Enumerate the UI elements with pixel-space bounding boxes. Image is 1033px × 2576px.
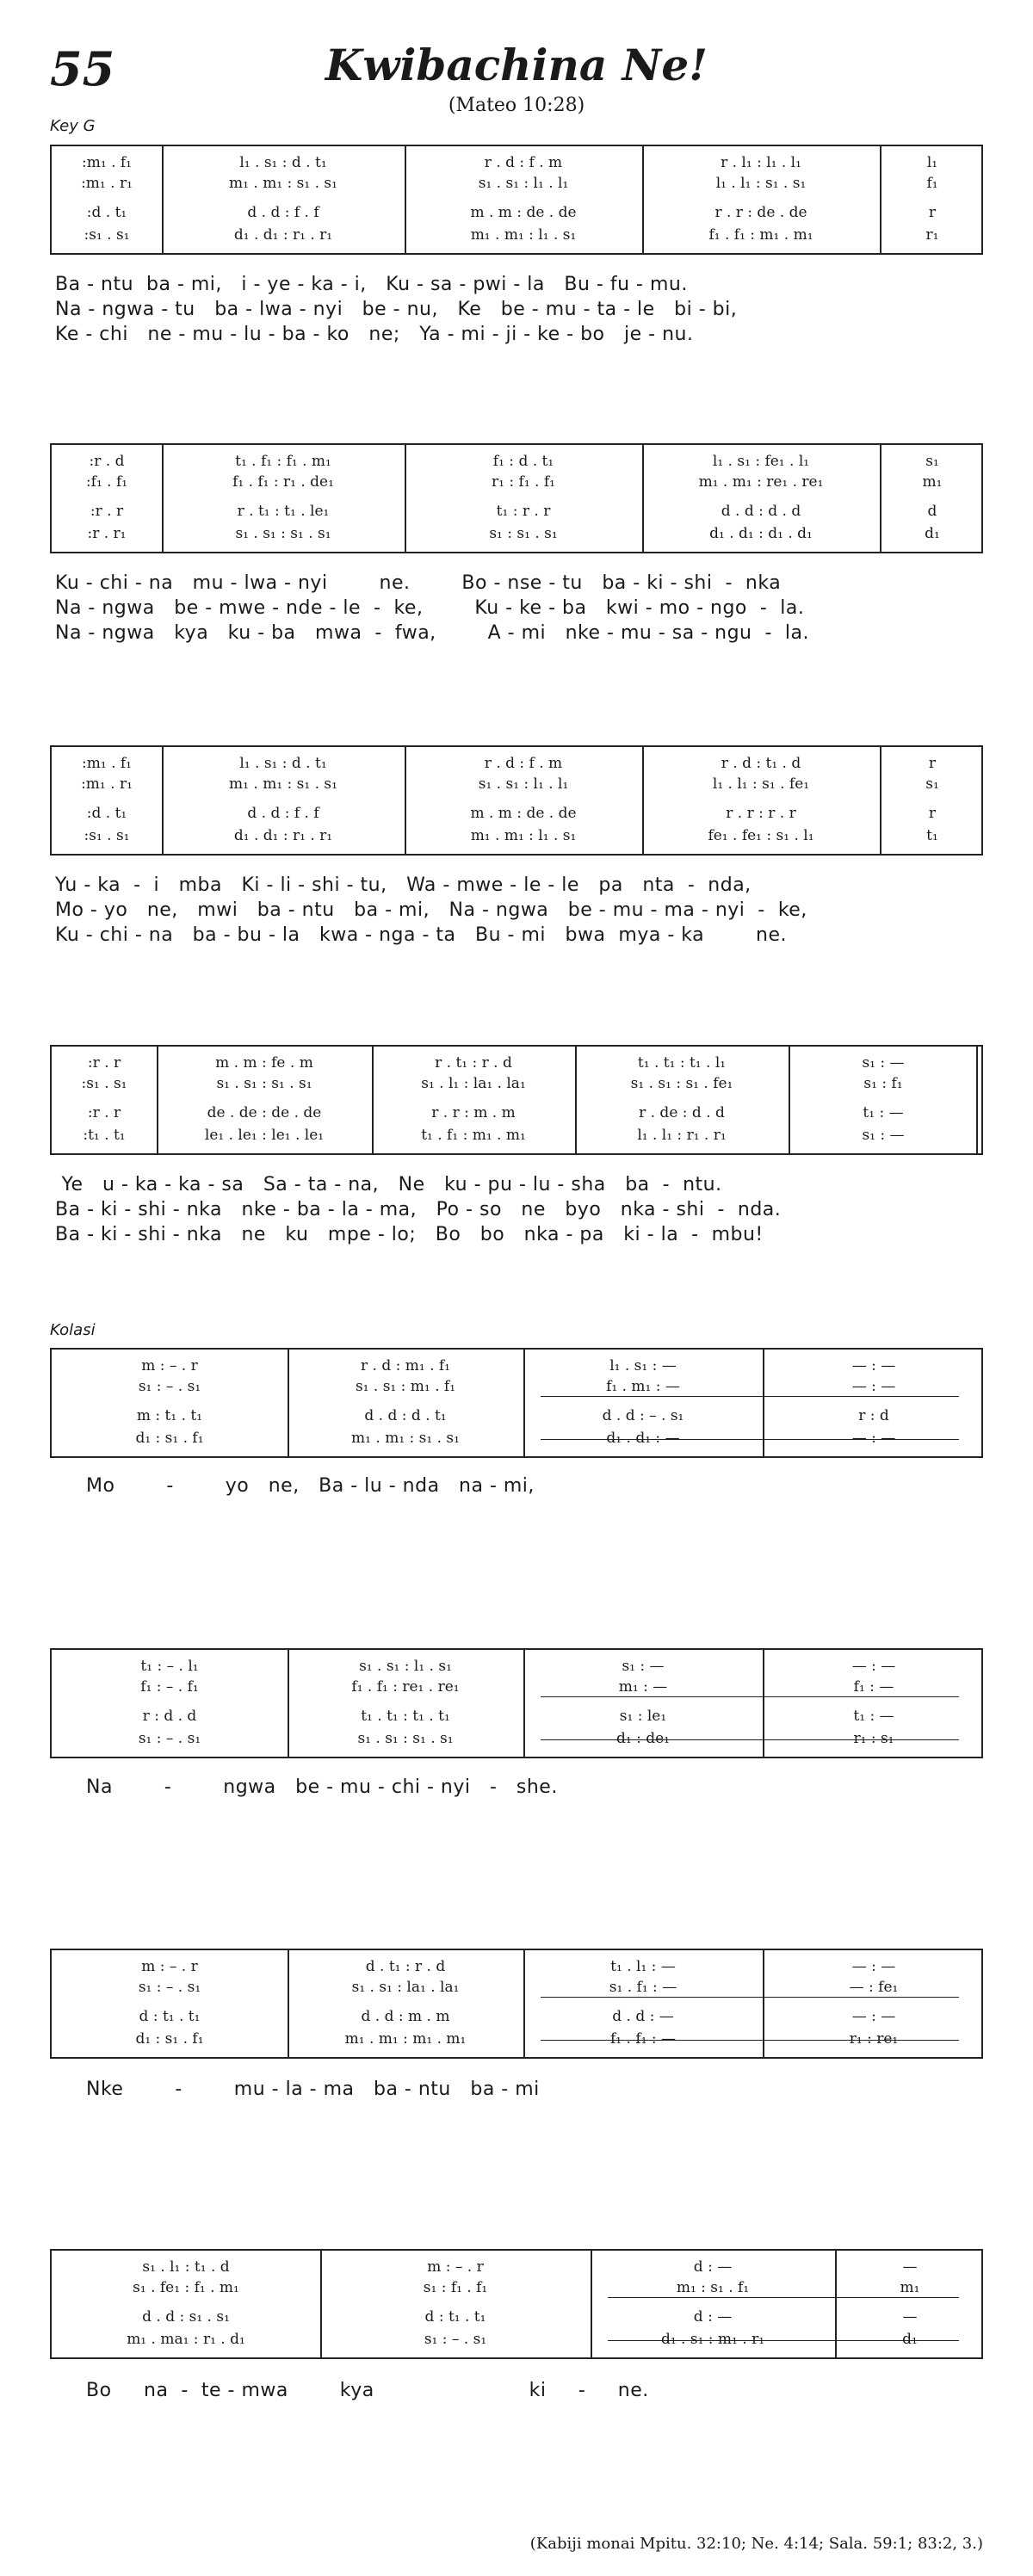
measure-notes: — : —: [851, 1658, 896, 1675]
measure-notes: t₁ : —: [853, 1708, 894, 1725]
measure-notes: fe₁ . fe₁ : s₁ . l₁: [708, 827, 814, 844]
measure-notes: :r . r: [87, 1104, 121, 1121]
voice-part-tenor: [52, 201, 981, 224]
measure-notes: t₁ . f₁ : m₁ . m₁: [421, 1127, 526, 1144]
measure-notes: s₁ : —: [862, 1054, 905, 1072]
measure-notes: r . d : f . m: [484, 154, 563, 171]
measure-notes: d₁ : de₁: [616, 1730, 670, 1747]
measure-notes: s₁ : —: [862, 1127, 905, 1144]
measure-notes: s₁ : – . s₁: [138, 1730, 201, 1747]
slur-line: [608, 2297, 959, 2298]
measure-notes: m₁ : —: [618, 1678, 668, 1696]
measure-notes: m₁ : s₁ . f₁: [676, 2279, 750, 2296]
measure-notes: s₁ . s₁ : la₁ . la₁: [351, 1979, 460, 1996]
measure-notes: d : t₁ . t₁: [424, 2308, 486, 2326]
music-staff: [50, 443, 983, 553]
measure-notes: r . d : m₁ . f₁: [360, 1357, 450, 1374]
lyrics-block: [86, 1473, 1016, 1498]
measure-notes: :s₁ . s₁: [84, 226, 130, 244]
measure-notes: m₁: [922, 473, 943, 491]
measure-notes: d . d : f . f: [247, 204, 319, 221]
measure-notes: s₁ . s₁ : m₁ . f₁: [355, 1378, 456, 1395]
measure-notes: s₁ : le₁: [619, 1708, 667, 1725]
measure-notes: d₁: [925, 525, 940, 542]
measure-notes: — : —: [851, 1378, 896, 1395]
voice-part-bass: [52, 2328, 981, 2351]
lyric-line: Ku - chi - na mu - lwa - nyi ne. Bo - nse - tu ba - ki - shi - nka: [55, 572, 782, 594]
measure-notes: :r . d: [89, 453, 125, 470]
measure-notes: :t₁ . t₁: [83, 1127, 126, 1144]
song-header: [0, 0, 1033, 135]
measure-notes: :m₁ . f₁: [82, 755, 132, 772]
measure-notes: r . t₁ : t₁ . le₁: [237, 503, 330, 520]
measure-notes: m₁ . m₁ : l₁ . s₁: [470, 226, 577, 244]
voice-part-alto: [52, 1976, 981, 1998]
measure-notes: f₁ . m₁ : —: [606, 1378, 680, 1395]
voice-part-soprano: [52, 1955, 981, 1978]
voice-part-soprano: [52, 1052, 981, 1074]
voice-part-tenor: [52, 500, 981, 522]
measure-notes: s₁ . s₁ : l₁ . l₁: [478, 175, 569, 192]
measure-notes: —: [902, 2258, 918, 2276]
measure-notes: r . r : m . m: [431, 1104, 516, 1121]
lyric-line: Na - ngwa - tu ba - lwa - nyi be - nu, Ke be - mu - ta - le bi - bi,: [55, 299, 738, 320]
song-title: Kwibachina Ne!: [325, 40, 708, 90]
measure-notes: r . de : d . d: [639, 1104, 725, 1121]
measure-notes: d . d : d . d: [721, 503, 801, 520]
measure-notes: m . m : fe . m: [215, 1054, 313, 1072]
lyric-line: Na - ngwa be - mwe - nde - le - ke, Ku - ke - ba kwi - mo - ngo - la.: [55, 597, 805, 619]
measure-notes: f₁ : —: [853, 1678, 894, 1696]
measure-notes: s₁ : f₁: [863, 1075, 903, 1092]
voice-part-soprano: [52, 1355, 981, 1377]
measure-notes: t₁ . l₁ : —: [610, 1958, 676, 1975]
measure-notes: m : – . r: [141, 1357, 198, 1374]
music-staff: [50, 1045, 983, 1155]
measure-notes: :s₁ . s₁: [81, 1075, 127, 1092]
measure-notes: t₁ . t₁ : t₁ . t₁: [361, 1708, 450, 1725]
measure-notes: r: [928, 204, 937, 221]
measure-notes: :m₁ . r₁: [81, 775, 133, 793]
measure-notes: f₁ . f₁ : —: [610, 2030, 676, 2048]
voice-part-soprano: [52, 2256, 981, 2278]
measure-notes: t₁ . t₁ : t₁ . l₁: [637, 1054, 727, 1072]
lyrics-block: [55, 1172, 985, 1247]
slur-line: [541, 2040, 959, 2041]
measure-notes: m₁ . m₁ : re₁ . re₁: [698, 473, 824, 491]
lyric-line: Ye u - ka - ka - sa Sa - ta - na, Ne ku - pu - lu - sha ba - ntu.: [55, 1174, 722, 1195]
measure-notes: s₁ . s₁ : l₁ . s₁: [359, 1658, 452, 1675]
music-staff: [50, 745, 983, 856]
measure-notes: f₁: [926, 175, 938, 192]
measure-notes: r₁ : re₁: [849, 2030, 899, 2048]
lyrics-block: [55, 873, 985, 948]
measure-notes: s₁ : – . s₁: [424, 2331, 487, 2348]
measure-notes: s₁ : – . s₁: [138, 1979, 201, 1996]
measure-notes: f₁ . f₁ : m₁ . m₁: [708, 226, 813, 244]
measure-notes: d : —: [693, 2308, 733, 2326]
measure-notes: s₁ . s₁ : s₁ . s₁: [235, 525, 331, 542]
measure-notes: d₁ . d₁ : r₁ . r₁: [233, 226, 333, 244]
measure-notes: m : t₁ . t₁: [136, 1407, 203, 1424]
measure-notes: m : – . r: [141, 1958, 198, 1975]
measure-notes: t₁: [926, 827, 938, 844]
song-number: 55: [50, 41, 115, 96]
measure-notes: s₁ : f₁ . f₁: [423, 2279, 488, 2296]
measure-notes: t₁ : —: [863, 1104, 904, 1121]
measure-notes: s₁ . f₁ : —: [609, 1979, 677, 1996]
measure-notes: r . r : r . r: [726, 805, 796, 822]
measure-notes: d₁ . d₁ : r₁ . r₁: [233, 827, 333, 844]
footer-references: (Kabiji monai Mpitu. 32:10; Ne. 4:14; Sala. 59:1; 83:2, 3.): [529, 2535, 983, 2553]
voice-part-tenor: [52, 802, 981, 825]
slur-line: [608, 2340, 959, 2341]
measure-notes: r₁ : s₁: [853, 1730, 894, 1747]
voice-part-bass: [52, 224, 981, 246]
measure-notes: d . t₁ : r . d: [365, 1958, 446, 1975]
measure-notes: r . r : de . de: [714, 204, 807, 221]
slur-line: [541, 1439, 959, 1440]
measure-notes: d . d : —: [612, 2008, 674, 2025]
voice-part-soprano: [52, 450, 981, 473]
measure-notes: :r . r: [90, 503, 124, 520]
measure-notes: r : d: [858, 1407, 889, 1424]
measure-notes: :r . r₁: [87, 525, 127, 542]
measure-notes: — : —: [851, 1958, 896, 1975]
voice-part-alto: [52, 1676, 981, 1698]
measure-notes: d : t₁ . t₁: [139, 2008, 201, 2025]
measure-notes: l₁ . s₁ : fe₁ . l₁: [712, 453, 810, 470]
scripture-reference: (Mateo 10:28): [448, 95, 585, 116]
measure-notes: m₁: [900, 2279, 920, 2296]
voice-part-bass: [52, 1727, 981, 1750]
music-staff: [50, 1648, 983, 1758]
measure-notes: — : —: [851, 1430, 896, 1447]
measure-notes: m . m : de . de: [470, 204, 577, 221]
measure-notes: s₁ : – . s₁: [138, 1378, 201, 1395]
measure-notes: r₁ : f₁ . f₁: [492, 473, 555, 491]
measure-notes: l₁ . s₁ : d . t₁: [239, 755, 327, 772]
voice-part-bass: [52, 1124, 981, 1146]
measure-notes: :s₁ . s₁: [84, 827, 130, 844]
lyric-line: Mo - yo ne, mwi ba - ntu ba - mi, Na - ngwa be - mu - ma - nyi - ke,: [55, 899, 807, 921]
measure-notes: —: [902, 2308, 918, 2326]
measure-notes: d . d : d . t₁: [364, 1407, 447, 1424]
voice-part-bass: [52, 1427, 981, 1449]
lyric-line: Na - ngwa be - mu - chi - nyi - she.: [86, 1776, 558, 1798]
key-signature: Key G: [50, 117, 96, 135]
voice-part-alto: [52, 1375, 981, 1398]
measure-notes: :f₁ . f₁: [85, 473, 128, 491]
measure-notes: l₁ . l₁ : s₁ . s₁: [715, 175, 807, 192]
voice-part-soprano: [52, 752, 981, 775]
measure-notes: t₁ . f₁ : f₁ . m₁: [235, 453, 331, 470]
measure-notes: l₁ . s₁ : d . t₁: [239, 154, 327, 171]
measure-notes: :m₁ . f₁: [82, 154, 132, 171]
lyrics-block: [55, 272, 985, 347]
voice-part-tenor: [52, 1705, 981, 1727]
slur-line: [541, 1997, 959, 1998]
voice-part-soprano: [52, 1655, 981, 1677]
measure-notes: d: [927, 503, 937, 520]
measure-notes: f₁ . f₁ : r₁ . de₁: [232, 473, 334, 491]
lyrics-block: [86, 2378, 1016, 2403]
measure-notes: d₁ . s₁ : m₁ . r₁: [660, 2331, 765, 2348]
measure-notes: s₁ . s₁ : s₁ . fe₁: [630, 1075, 733, 1092]
measure-notes: s₁ . fe₁ : f₁ . m₁: [133, 2279, 239, 2296]
lyrics-block: [55, 571, 985, 646]
voice-part-alto: [52, 172, 981, 195]
measure-notes: s₁: [925, 775, 939, 793]
slur-line: [541, 1739, 959, 1740]
measure-notes: d : —: [693, 2258, 733, 2276]
voice-part-soprano: [52, 151, 981, 174]
measure-notes: le₁ . le₁ : le₁ . le₁: [204, 1127, 325, 1144]
measure-notes: :d . t₁: [86, 204, 127, 221]
measure-notes: r₁: [925, 226, 939, 244]
measure-notes: — : —: [851, 2008, 896, 2025]
measure-notes: d₁ . d₁ : —: [606, 1430, 680, 1447]
measure-notes: d . d : f . f: [247, 805, 319, 822]
lyric-line: Ku - chi - na ba - bu - la kwa - nga - ta Bu - mi bwa mya - ka ne.: [55, 924, 788, 946]
lyric-line: Ke - chi ne - mu - lu - ba - ko ne; Ya - mi - ji - ke - bo je - nu.: [55, 324, 694, 345]
measure-notes: :d . t₁: [86, 805, 127, 822]
measure-notes: m₁ . m₁ : s₁ . s₁: [351, 1430, 460, 1447]
lyrics-block: [86, 2077, 1016, 2102]
measure-notes: f₁ : – . f₁: [140, 1678, 199, 1696]
measure-notes: l₁ . l₁ : s₁ . fe₁: [712, 775, 810, 793]
measure-notes: :r . r: [87, 1054, 121, 1072]
lyric-line: Ba - ki - shi - nka nke - ba - la - ma, Po - so ne byo nka - shi - nda.: [55, 1199, 782, 1220]
chorus-label: Kolasi: [50, 1321, 96, 1339]
slur-line: [541, 1696, 959, 1697]
measure-notes: m : – . r: [427, 2258, 484, 2276]
voice-part-bass: [52, 825, 981, 847]
voice-part-alto: [52, 773, 981, 795]
measure-notes: s₁ . s₁ : l₁ . l₁: [478, 775, 569, 793]
voice-part-alto: [52, 2276, 981, 2299]
measure-notes: — : fe₁: [849, 1979, 899, 1996]
measure-notes: t₁ : r . r: [496, 503, 551, 520]
measure-notes: s₁ . l₁ : t₁ . d: [142, 2258, 230, 2276]
lyric-line: Ba - ki - shi - nka ne ku mpe - lo; Bo bo nka - pa ki - la - mbu!: [55, 1224, 764, 1245]
measure-notes: t₁ : – . l₁: [140, 1658, 199, 1675]
lyrics-block: [86, 1775, 1016, 1800]
measure-notes: l₁ . l₁ : r₁ . r₁: [637, 1127, 727, 1144]
measure-notes: m₁ . m₁ : s₁ . s₁: [229, 775, 337, 793]
measure-notes: l₁ . s₁ : —: [609, 1357, 677, 1374]
measure-notes: d₁ : s₁ . f₁: [135, 2030, 204, 2048]
music-staff: [50, 2249, 983, 2359]
measure-notes: r: [928, 805, 937, 822]
slur-line: [541, 1396, 959, 1397]
measure-notes: s₁ : —: [622, 1658, 665, 1675]
voice-part-alto: [52, 1072, 981, 1095]
measure-notes: r . d : t₁ . d: [721, 755, 801, 772]
lyric-line: Nke - mu - la - ma ba - ntu ba - mi: [86, 2079, 540, 2100]
measure-notes: d₁: [902, 2331, 918, 2348]
measure-notes: r . l₁ : l₁ . l₁: [721, 154, 801, 171]
music-staff: [50, 145, 983, 255]
measure-notes: r . d : f . m: [484, 755, 563, 772]
measure-notes: d . d : s₁ . s₁: [142, 2308, 230, 2326]
measure-notes: m₁ . m₁ : s₁ . s₁: [229, 175, 337, 192]
measure-notes: r: [928, 755, 937, 772]
music-staff: [50, 1348, 983, 1458]
lyric-line: Mo - yo ne, Ba - lu - nda na - mi,: [86, 1475, 535, 1497]
voice-part-tenor: [52, 1405, 981, 1427]
voice-part-bass: [52, 2028, 981, 2050]
lyric-line: Bo na - te - mwa kya ki - ne.: [86, 2380, 649, 2401]
lyric-line: Na - ngwa kya ku - ba mwa - fwa, A - mi nke - mu - sa - ngu - la.: [55, 622, 809, 644]
measure-notes: s₁ . s₁ : s₁ . s₁: [216, 1075, 312, 1092]
measure-notes: m . m : de . de: [470, 805, 577, 822]
lyric-line: Yu - ka - i mba Ki - li - shi - tu, Wa - mwe - le - le pa nta - nda,: [55, 874, 752, 896]
measure-notes: m₁ . m₁ : l₁ . s₁: [470, 827, 577, 844]
measure-notes: f₁ : d . t₁: [492, 453, 554, 470]
measure-notes: s₁ : s₁ . s₁: [489, 525, 558, 542]
voice-part-tenor: [52, 1102, 981, 1124]
measure-notes: s₁ . l₁ : la₁ . la₁: [421, 1075, 526, 1092]
measure-notes: d . d : – . s₁: [602, 1407, 684, 1424]
voice-part-tenor: [52, 2306, 981, 2328]
measure-notes: — : —: [851, 1357, 896, 1374]
measure-notes: s₁ . s₁ : s₁ . s₁: [357, 1730, 454, 1747]
music-staff: [50, 1949, 983, 2059]
measure-notes: :m₁ . r₁: [81, 175, 133, 192]
measure-notes: l₁: [926, 154, 938, 171]
measure-notes: d₁ . d₁ : d₁ . d₁: [709, 525, 813, 542]
measure-notes: de . de : de . de: [207, 1104, 322, 1121]
measure-notes: r . t₁ : r . d: [435, 1054, 512, 1072]
voice-part-bass: [52, 522, 981, 545]
measure-notes: s₁: [925, 453, 939, 470]
measure-notes: m₁ . ma₁ : r₁ . d₁: [127, 2331, 245, 2348]
measure-notes: f₁ . f₁ : re₁ . re₁: [351, 1678, 460, 1696]
voice-part-alto: [52, 471, 981, 493]
measure-notes: m₁ . m₁ : m₁ . m₁: [344, 2030, 467, 2048]
voice-part-tenor: [52, 2005, 981, 2028]
measure-notes: r : d . d: [142, 1708, 197, 1725]
lyric-line: Ba - ntu ba - mi, i - ye - ka - i, Ku - sa - pwi - la Bu - fu - mu.: [55, 274, 688, 295]
measure-notes: d₁ : s₁ . f₁: [135, 1430, 204, 1447]
measure-notes: d . d : m . m: [361, 2008, 450, 2025]
